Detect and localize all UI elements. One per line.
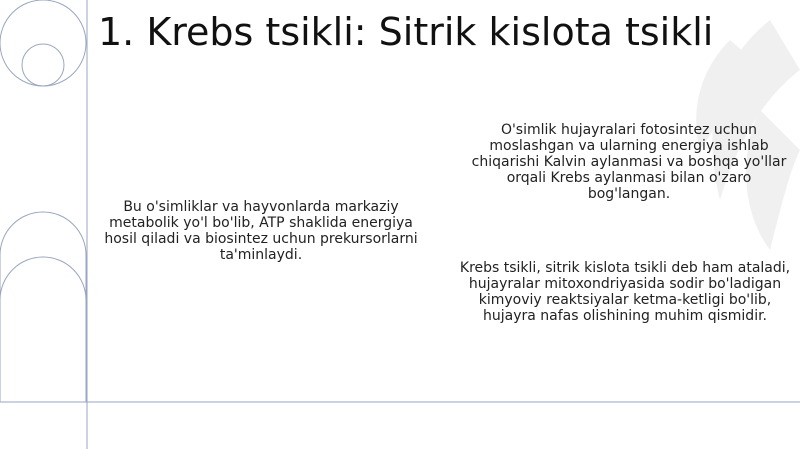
inner-circle [22, 44, 64, 86]
paragraph-right-bottom: Krebs tsikli, sitrik kislota tsikli deb ham ataladi, hujayralar mitoxondriyasida sodir bo'ladigan kimyoviy reaktsiyalar ketma-ketligi bo'lib, hujayra nafas olishining muhim qismidir. [459, 260, 791, 324]
page-title: 1. Krebs tsikli: Sitrik kislota tsikli [98, 10, 714, 54]
arch-upper [0, 212, 86, 402]
paragraph-left: Bu o'simliklar va hayvonlarda markaziy metabolik yo'l bo'lib, ATP shaklida energiya hosil qiladi va biosintez uchun prekursorlarni ta'minlaydi. [104, 199, 418, 263]
outer-circle [0, 0, 86, 86]
arch-lower [0, 257, 86, 402]
paragraph-right-top: O'simlik hujayralari fotosintez uchun moslashgan va ularning energiya ishlab chiqarishi Kalvin aylanmasi va boshqa yo'llar orqali Krebs aylanmasi bilan o'zaro bog'langan. [471, 122, 787, 202]
